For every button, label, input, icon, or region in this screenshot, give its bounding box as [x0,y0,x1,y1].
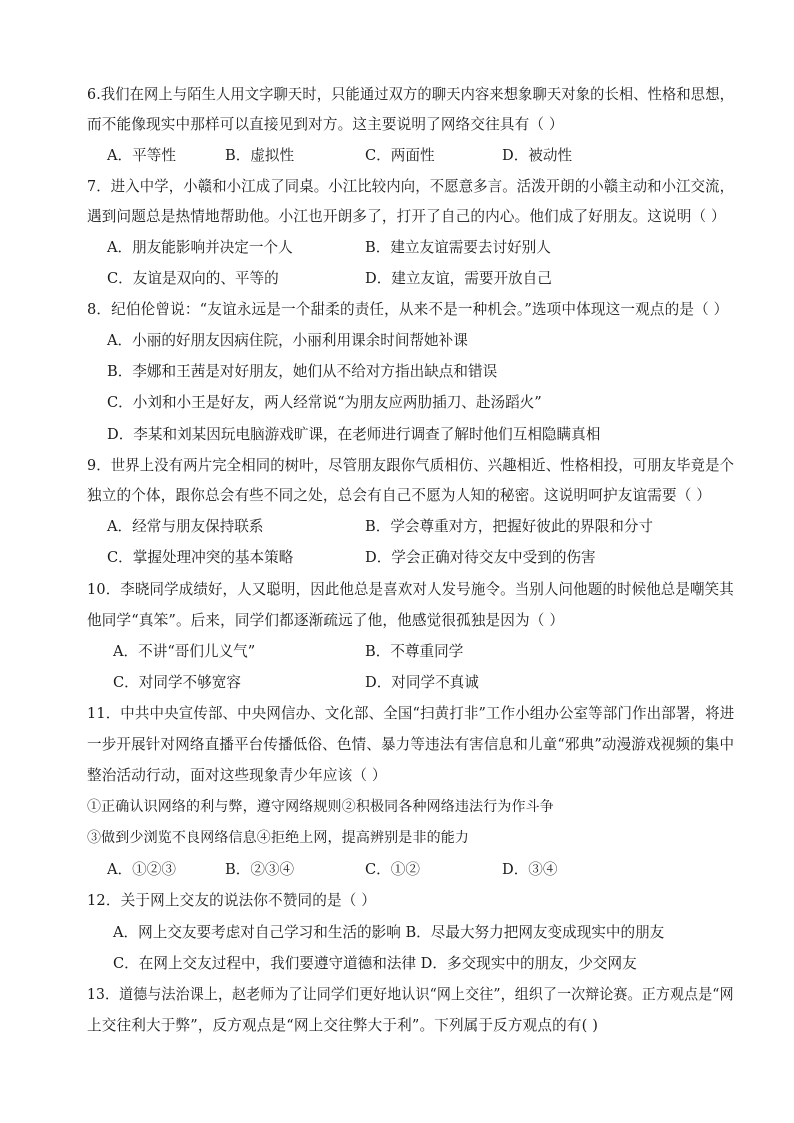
q7-option-b: B．建立友谊需要去讨好别人 [365,239,551,256]
q9-option-d: D．学会正确对待交友中受到的伤害 [365,549,596,566]
q11-option-a: A．①②③ [107,861,176,878]
q11-stem-line1: 11．中共中央宣传部、中央网信办、文化部、全国“扫黄打非”工作小组办公室等部门作出部署，将进 [87,705,735,722]
q9-option-a: A．经常与朋友保持联系 [107,518,264,535]
q11-option-b: B．②③④ [225,861,295,878]
q6-stem-line1: 6.我们在网上与陌生人用文字聊天时，只能通过双方的聊天内容来想象聊天对象的长相、性格和思想， [87,86,734,103]
q8-option-c: C．小刘和小王是好友，两人经常说“为朋友应两肋插刀、赴汤蹈火” [107,394,542,411]
q10-option-c: C．对同学不够宽容 [113,674,241,691]
q6-option-c: C．两面性 [365,147,435,164]
q13-stem-line1: 13．道德与法治课上，赵老师为了让同学们更好地认识“网上交往”，组织了一次辩论赛。正方观点是“网 [87,986,734,1003]
q8-stem-line1: 8．纪伯伦曾说：“友谊永远是一个甜柔的责任，从来不是一种机会。”选项中体现这一观点的是（ ） [87,301,729,318]
q11-stem-line2: 一步开展针对网络直播平台传播低俗、色情、暴力等违法有害信息和儿童“邪典”动漫游戏视频的集中 [87,736,735,753]
q9-stem-line1: 9．世界上没有两片完全相同的树叶，尽管朋友跟你气质相仿、兴趣相近、性格相投，可朋友毕竟是个 [87,457,735,474]
q11-option-d: D．③④ [502,861,558,878]
q9-option-c: C．掌握处理冲突的基本策略 [107,549,294,566]
q6-option-a: A．平等性 [107,147,176,164]
q9-option-b: B．学会尊重对方，把握好彼此的界限和分寸 [365,518,654,535]
q7-option-c: C．友谊是双向的、平等的 [107,270,279,287]
q7-stem-line2: 遇到问题总是热情地帮助他。小江也开朗多了，打开了自己的内心。他们成了好朋友。这说明（ ） [87,208,726,225]
q10-option-a: A．不讲“哥们儿义气” [113,643,256,660]
q6-option-b: B．虚拟性 [225,147,295,164]
q8-option-b: B．李娜和王茜是对好朋友，她们从不给对方指出缺点和错误 [107,363,498,380]
q11-option-c: C．①② [365,861,420,878]
q7-stem-line1: 7．进入中学，小赣和小江成了同桌。小江比较内向，不愿意多言。活泼开朗的小赣主动和小江交流， [87,178,735,195]
q10-stem-line1: 10．李晓同学成绩好，人又聪明，因此他总是喜欢对人发号施令。当别人问他题的时候他总是嘲笑其 [87,581,734,598]
q12-stem-line1: 12．关于网上交友的说法你不赞同的是（ ） [87,892,377,909]
q10-option-b: B．不尊重同学 [365,643,464,660]
q9-stem-line2: 独立的个体，跟你总会有些不同之处，总会有自己不愿为人知的秘密。这说明呵护友谊需要（ ） [87,487,712,504]
q6-option-d: D．被动性 [502,147,573,164]
q11-stem-line3: 整治活动行动，面对这些现象青少年应该（ ） [87,767,387,784]
q13-stem-line2: 上交往利大于弊”，反方观点是“网上交往弊大于利”。下列属于反方观点的有( ) [87,1017,599,1034]
q7-option-a: A．朋友能影响并决定一个人 [107,239,293,256]
q8-option-d: D．李某和刘某因玩电脑游戏旷课，在老师进行调查了解时他们互相隐瞒真相 [107,426,601,443]
q10-stem-line2: 他同学“真笨”。后来，同学们都逐渐疏远了他，他感觉很孤独是因为（ ） [87,612,565,629]
q11-statement-line1: ①正确认识网络的利与弊，遵守网络规则②积极同各种网络违法行为作斗争 [87,799,554,815]
q11-statement-line2: ③做到少浏览不良网络信息④拒绝上网，提高辨别是非的能力 [87,830,470,846]
q12-options-row1: A．网上交友要考虑对自己学习和生活的影响 B．尽最大努力把网友变成现实中的朋友 [113,924,665,941]
q6-stem-line2: 而不能像现实中那样可以直接见到对方。这主要说明了网络交往具有（ ） [87,116,564,133]
q10-option-d: D．对同学不真诚 [365,674,479,691]
q7-option-d: D．建立友谊，需要开放自己 [365,270,552,287]
q8-option-a: A．小丽的好朋友因病住院，小丽利用课余时间帮她补课 [107,332,468,349]
q12-options-row2: C．在网上交友过程中，我们要遵守道德和法律 D．多交现实中的朋友，少交网友 [113,955,637,972]
